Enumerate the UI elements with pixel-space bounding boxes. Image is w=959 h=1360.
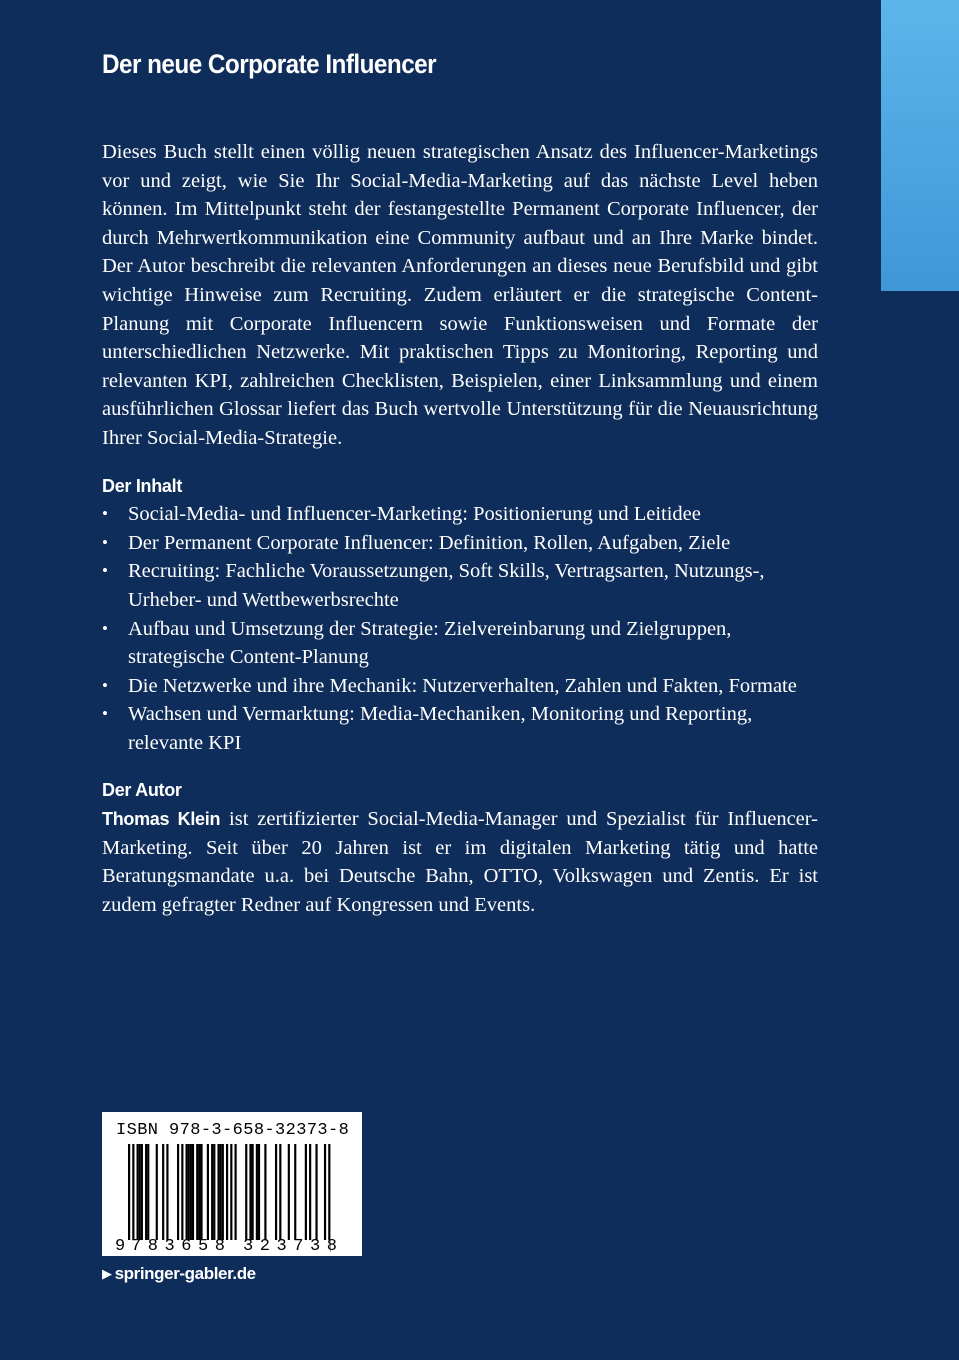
- author-name: Thomas Klein: [102, 809, 221, 830]
- barcode-bar: [252, 1144, 254, 1240]
- barcode-bar: [132, 1144, 134, 1252]
- back-cover-content: [102, 44, 818, 919]
- bullet-icon: •: [102, 561, 108, 581]
- bullet-icon: •: [102, 618, 108, 638]
- barcode-bar: [328, 1144, 330, 1252]
- barcode-bar: [190, 1144, 192, 1240]
- barcode-bar: [249, 1144, 251, 1240]
- barcode-bar: [192, 1144, 194, 1240]
- list-item-text: Wachsen und Vermarktung: Media-Mechaniken, Monitoring und Reporting, relevante KPI: [128, 703, 753, 754]
- triangle-right-icon: ▶: [102, 1266, 112, 1281]
- barcode-right-digits: 323738: [243, 1237, 337, 1256]
- barcode-bar: [279, 1144, 281, 1240]
- barcode-bar: [275, 1144, 277, 1240]
- barcode-bar: [258, 1144, 260, 1240]
- publisher-url: springer-gabler.de: [114, 1264, 256, 1283]
- book-title: Der neue Corporate Influencer: [102, 49, 437, 79]
- barcode-bar: [222, 1144, 224, 1240]
- description-paragraph: Dieses Buch stellt einen völlig neuen strategischen Ansatz des Influencer-Marketings vor und zeigt, wie Sie Ihr Social-Media-Marketing auf das nächste Level heben können. Im Mittelpunkt steht der festangestellte Permanent Corporate Influencer, der durch Mehrwertkommunikation eine Community aufbaut und an Ihre Marke bindet. Der Autor beschreibt die relevanten Anforderungen an dieses neue Berufsbild und gibt wichtige Hinweise zum Recruiting. Zudem erläutert er die strategische Content-Planung mit Corporate Influencern sowie Funktionsweisen und Formate der unterschiedlichen Netzwerke. Mit praktischen Tipps zu Monitoring, Reporting und relevanten KPI, zahlreichen Checklisten, Beispielen, einer Linksammlung und einem ausführlichen Glossar liefert das Buch wertvolle Unterstützung für die Neuausrichtung Ihrer Social-Media-Strategie.: [102, 141, 818, 449]
- barcode-bar: [264, 1144, 266, 1240]
- barcode-bar: [235, 1144, 237, 1240]
- barcode-bar: [186, 1144, 188, 1240]
- list-item: [102, 615, 818, 672]
- barcode-bar: [177, 1144, 179, 1240]
- publisher-link[interactable]: [102, 1262, 256, 1286]
- barcode-bar: [200, 1144, 202, 1240]
- barcode-bar: [156, 1144, 158, 1240]
- barcode-bar: [309, 1144, 311, 1240]
- barcode-bar: [211, 1144, 213, 1240]
- list-item-text: Der Permanent Corporate Influencer: Definition, Rollen, Aufgaben, Ziele: [128, 531, 731, 554]
- barcode-left-digits: 783658: [131, 1237, 225, 1256]
- bullet-icon: •: [102, 704, 108, 724]
- list-item-text: Social-Media- und Influencer-Marketing: Positionierung und Leitidee: [128, 503, 701, 526]
- barcode-bar: [147, 1144, 149, 1240]
- list-item: [102, 529, 818, 558]
- barcode-bar: [139, 1144, 141, 1240]
- contents-list: [102, 500, 818, 757]
- barcode-bar: [196, 1144, 198, 1240]
- barcode-bar: [162, 1144, 164, 1240]
- barcode-bar: [207, 1144, 209, 1240]
- barcode-bar: [256, 1144, 258, 1240]
- list-item-text: Die Netzwerke und ihre Mechanik: Nutzerverhalten, Zahlen und Fakten, Formate: [128, 674, 797, 697]
- barcode-lead-digit: 9: [115, 1237, 126, 1256]
- barcode-bar: [217, 1144, 219, 1240]
- isbn-label: ISBN 978-3-658-32373-8: [116, 1121, 350, 1140]
- barcode-bar: [288, 1144, 290, 1240]
- bullet-icon: •: [102, 675, 108, 695]
- list-item: [102, 557, 818, 614]
- list-item: [102, 672, 818, 701]
- bullet-icon: •: [102, 504, 108, 524]
- barcode-bar: [128, 1144, 130, 1252]
- barcode-bar: [141, 1144, 143, 1240]
- list-item-text: Recruiting: Fachliche Voraussetzungen, Soft Skills, Vertragsarten, Nutzungs-, Urheber- und Wettbewerbsrechte: [128, 560, 765, 611]
- author-bio-text: ist zertifizierter Social-Media-Manager und Spezialist für Influencer-Marketing. Seit über 20 Jahren ist er im digitalen Marketing tätig und hatte Beratungsmandate u.a. bei Deutsche Bahn, OTTO, Volkswagen und Zentis. Er ist zudem gefragter Redner auf Kongressen und Events.: [102, 808, 819, 916]
- barcode-bar: [145, 1144, 147, 1240]
- contents-heading: Der Inhalt: [102, 475, 183, 496]
- bullet-icon: •: [102, 532, 108, 552]
- barcode-bar: [245, 1144, 247, 1240]
- accent-stripe: [881, 0, 959, 291]
- barcode-bar: [166, 1144, 168, 1240]
- barcode-bar: [226, 1144, 228, 1252]
- list-item: [102, 700, 818, 757]
- barcode-bar: [198, 1144, 200, 1240]
- barcode-bar: [305, 1144, 307, 1240]
- barcode-graphic: [102, 1112, 362, 1256]
- barcode-bar: [220, 1144, 222, 1240]
- author-heading: Der Autor: [102, 780, 182, 801]
- list-item-text: Aufbau und Umsetzung der Strategie: Zielvereinbarung und Zielgruppen, strategische Content-Planung: [128, 617, 732, 669]
- barcode-bar: [181, 1144, 183, 1240]
- list-item: [102, 500, 818, 529]
- barcode-bar: [230, 1144, 232, 1252]
- barcode-bar: [324, 1144, 326, 1252]
- barcode-bar: [213, 1144, 215, 1240]
- barcode-bar: [315, 1144, 317, 1240]
- barcode-bar: [188, 1144, 190, 1240]
- barcode-bar: [137, 1144, 139, 1240]
- author-bio: [102, 805, 818, 919]
- isbn-barcode: [102, 1112, 362, 1256]
- barcode-bar: [294, 1144, 296, 1240]
